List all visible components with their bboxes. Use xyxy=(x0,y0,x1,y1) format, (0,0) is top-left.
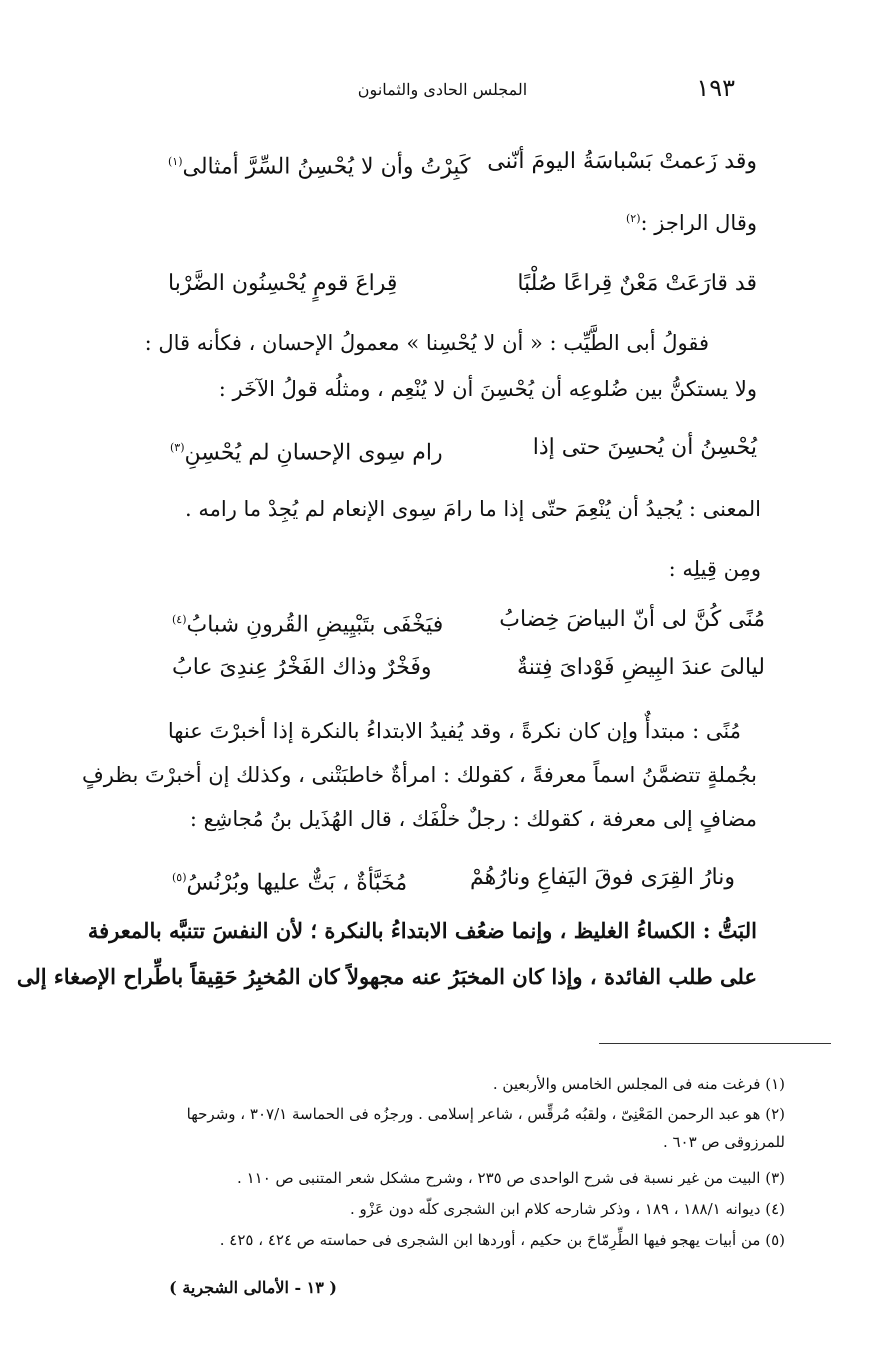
footnote-3: (٣) البيت من غير نسبة فى شرح الواحدى ص ٢٣٥ ، وشرح مشكل شعر المتنبى ص ١١٠ . xyxy=(237,1169,785,1187)
para-1-line-2: ولا يستكنُّ بين ضُلوعِه أن يُحْسِنَ أن لا يُنْعِم ، ومثلُه قولُ الآخَر : xyxy=(218,377,757,401)
page-header xyxy=(150,74,735,110)
footnote-ref-1: (١) xyxy=(168,155,183,168)
verse-6-second-hemistich xyxy=(172,858,407,903)
intro-rajiz-text: وقال الراجز : xyxy=(640,211,757,235)
para-1-line-1: فقولُ أبى الطَّيِّب : « أن لا يُحْسِنا » معمولُ الإحسان ، فكأنه قال : xyxy=(144,331,709,355)
page-footer: ( ١٣ - الأمالى الشجرية ) xyxy=(169,1278,337,1297)
para-2-line-2: بجُملةٍ تتضمَّنُ اسماً معرفةً ، كقولك : امرأةٌ خاطبَتْنى ، وكذلك إن أخبرْتَ بظرفٍ xyxy=(81,763,757,787)
running-title: المجلس الحادى والثمانون xyxy=(357,80,528,99)
verse-2-first-hemistich: قد قارَعَتْ مَعْنٌ قِراعًا صُلْبًا xyxy=(517,271,757,296)
page-number: ١٩٣ xyxy=(696,74,735,102)
verse-3-first-hemistich: يُحْسِنُ أن يُحسِنَ حتى إذا xyxy=(532,435,757,460)
para-2-line-3: مضافٍ إلى معرفة ، كقولك : رجلٌ خلْفَك ، قال الهُذَيل بنُ مُجاشِع : xyxy=(189,807,757,831)
verse-3 xyxy=(170,428,757,468)
footnote-ref-5: (٥) xyxy=(172,871,187,884)
verse-1 xyxy=(168,142,757,182)
footnote-1: (١) فرغت منه فى المجلس الخامس والأربعين . xyxy=(492,1075,785,1093)
footnote-ref-3: (٣) xyxy=(170,441,185,454)
verse-1-second-hemistich xyxy=(168,142,470,187)
verse-6-text: مُخَبَّأةٌ ، بَتٌّ عليها وبُرْنُسُ xyxy=(186,870,408,896)
footnote-separator xyxy=(599,1043,831,1044)
footnote-ref-2: (٢) xyxy=(626,212,641,225)
footnote-ref-4: (٤) xyxy=(172,613,187,626)
verse-1-first-hemistich: وقد زَعمتْ بَسْباسَةُ اليومَ أنّنى xyxy=(487,149,757,174)
min-qilih: ومِن قِيلِه : xyxy=(668,557,761,581)
verse-6 xyxy=(172,858,735,898)
para-3-line-2: على طلب الفائدة ، وإذا كان المخبَرُ عنه مجهولاً كان المُخبِرُ حَقِيقاً باطِّراح الإصغاء إلى xyxy=(16,964,757,989)
verse-1-text: كَبِرْتُ وأن لا يُحْسِنُ السِّرَّ أمثالى xyxy=(182,154,471,180)
verse-5-second-hemistich: وفَخْرٌ وذاك الفَخْرُ عِندِىَ عابُ xyxy=(172,655,432,680)
para-3-line-1: البَتُّ : الكساءُ الغليظ ، وإنما ضعُف الابتداءُ بالنكرة ؛ لأن النفسَ تتنبَّه بالمعرفة xyxy=(87,918,757,943)
footnote-2: (٢) هو عبد الرحمن المَعْنِىّ ، ولقبُه مُرقِّس ، شاعر إسلامى . ورجزُه فى الحماسة ٣٠٧/١ ، وشرحها للمرزوقى ص ٦٠٣ . xyxy=(186,1105,785,1151)
footnote-5: (٥) من أبيات يهجو فيها الطِّرِمّاحَ بن حكيم ، أوردها ابن الشجرى فى حماسته ص ٤٢٤ ، ٤٢٥ . xyxy=(219,1231,785,1249)
verse-4-second-hemistich xyxy=(172,600,443,645)
footnote-4: (٤) ديوانه ١٨٨/١ ، ١٨٩ ، وذكر شارحه كلام ابن الشجرى كلّه دون عَزْو . xyxy=(350,1200,785,1218)
para-2-line-1: مُنًى : مبتدأٌ وإن كان نكرةً ، وقد يُفيدُ الابتداءُ بالنكرة إذا أخبرْتَ عنها xyxy=(167,719,741,743)
verse-4-first-hemistich: مُنًى كُنَّ لى أنّ البياضَ خِضابُ xyxy=(499,607,765,632)
verse-4 xyxy=(172,600,765,640)
verse-3-second-hemistich xyxy=(170,428,443,473)
verse-3-text: رام سِوى الإحسانِ لم يُحْسِنِ xyxy=(184,440,443,466)
verse-5-first-hemistich: ليالىَ عندَ البِيضِ فَوْداىَ فِتنةٌ xyxy=(516,655,765,680)
verse-5 xyxy=(172,648,765,688)
meaning-line: المعنى : يُجيدُ أن يُنْعِمَ حتّى إذا ما رامَ سِوى الإنعام لم يُجِدْ ما رامه . xyxy=(185,497,761,521)
verse-4-text: فيَخْفَى بتَبْيِيضِ القُرونِ شبابُ xyxy=(186,612,444,638)
verse-2 xyxy=(168,264,757,304)
verse-2-second-hemistich: قِراعَ قومٍ يُحْسِنُون الضَّرْبا xyxy=(168,271,398,296)
verse-6-first-hemistich: ونارُ القِرَى فوقَ اليَفاعِ ونارُهُمْ xyxy=(469,865,735,890)
intro-rajiz xyxy=(130,200,757,238)
